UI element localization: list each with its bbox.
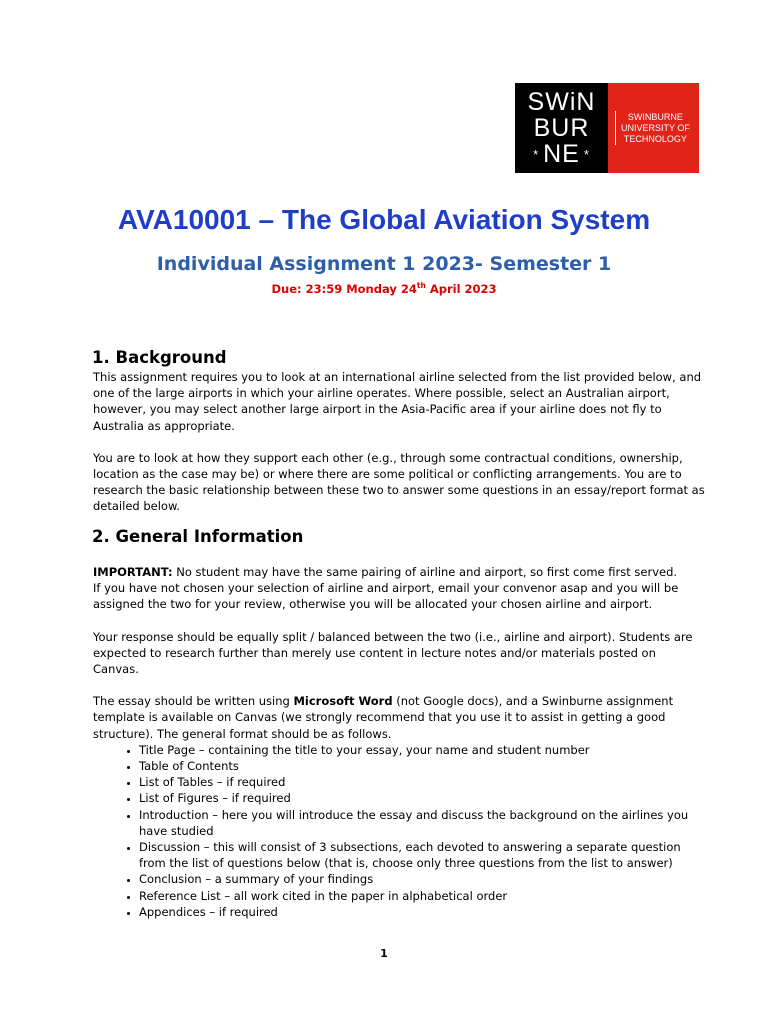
logo-star-left: * xyxy=(533,146,540,162)
background-paragraph-2: You are to look at how they support each other (e.g., through some contractual conditions, ownership, location as the case may be) or where there are some political or conflicting arrangements. You are to research the basic relationship between these two to answer some questions in an essay/report format as detailed below. xyxy=(93,450,705,514)
list-item: • List of Figures – if required xyxy=(139,790,705,806)
list-item: • Introduction – here you will introduce the essay and discuss the background on the airlines you have studied xyxy=(139,807,705,839)
due-date xyxy=(0,281,768,296)
section-background-body xyxy=(93,369,705,515)
logo-row-1: SWiN xyxy=(527,88,596,116)
page-number: 1 xyxy=(380,947,388,960)
format-text-bold: Microsoft Word xyxy=(293,694,393,709)
list-item: • Reference List – all work cited in the paper in alphabetical order xyxy=(139,888,705,904)
list-item: • List of Tables – if required xyxy=(139,774,705,790)
due-date-suffix: April 2023 xyxy=(425,281,497,296)
swinburne-logo xyxy=(515,83,699,173)
list-item: • Conclusion – a summary of your findings xyxy=(139,871,705,887)
logo-name-line-3: TECHNOLOGY xyxy=(623,133,687,144)
logo-red-panel xyxy=(608,83,699,173)
logo-star-right: * xyxy=(583,146,590,162)
assignment-subtitle: Individual Assignment 1 2023- Semester 1 xyxy=(156,253,612,275)
list-item: • Title Page – containing the title to your essay, your name and student number xyxy=(139,742,705,758)
list-item: • Table of Contents xyxy=(139,758,705,774)
logo-wordmark xyxy=(515,83,608,173)
logo-divider xyxy=(615,111,616,145)
format-paragraph xyxy=(93,693,705,742)
format-text-b: (not Google docs), and a Swinburne assignment template is available on Canvas (we strongly recommend that you use it to assist in getting a good structure). The general format should be as follows. xyxy=(93,694,674,741)
logo-row-3: NE xyxy=(543,140,580,168)
logo-name-line-2: UNIVERSITY OF xyxy=(621,122,690,133)
logo-row-2: BUR xyxy=(533,114,590,142)
balance-paragraph: Your response should be equally split / balanced between the two (i.e., airline and airport). Students are expected to research further than merely use content in lecture notes and/or materials posted on Canvas. xyxy=(93,629,693,677)
selection-paragraph: If you have not chosen your selection of airline and airport, email your convenor asap and you will be assigned the two for your review, otherwise you will be allocated your chosen airline and airport. xyxy=(93,581,679,612)
due-date-prefix: Due: 23:59 Monday 24 xyxy=(271,281,417,296)
important-label: IMPORTANT: xyxy=(93,565,173,579)
format-text-a: The essay should be written using xyxy=(93,694,294,709)
logo-university-name xyxy=(621,112,690,145)
section-general-information-body xyxy=(93,564,705,920)
section-heading-background: 1. Background xyxy=(92,348,227,367)
course-title: AVA10001 – The Global Aviation System xyxy=(117,204,651,235)
list-item: • Discussion – this will consist of 3 subsections, each devoted to answering a separate question from the list of questions below (that is, choose only three questions from the list to answer) xyxy=(139,839,705,871)
list-item: • Appendices – if required xyxy=(139,904,705,920)
background-paragraph-1: This assignment requires you to look at an international airline selected from the list provided below, and one of the large airports in which your airline operates. Where possible, select an Australian airport, however, you may select another large airport in the Asia-Pacific area if your airline does not fly to Australia as appropriate. xyxy=(93,370,702,433)
logo-name-line-1: SWINBURNE xyxy=(627,111,683,122)
due-date-superscript: th xyxy=(416,281,426,290)
important-text: No student may have the same pairing of airline and airport, so first come first served. xyxy=(172,565,678,579)
section-heading-general-information: 2. General Information xyxy=(92,527,304,546)
format-list xyxy=(93,742,705,920)
important-note xyxy=(93,564,705,580)
